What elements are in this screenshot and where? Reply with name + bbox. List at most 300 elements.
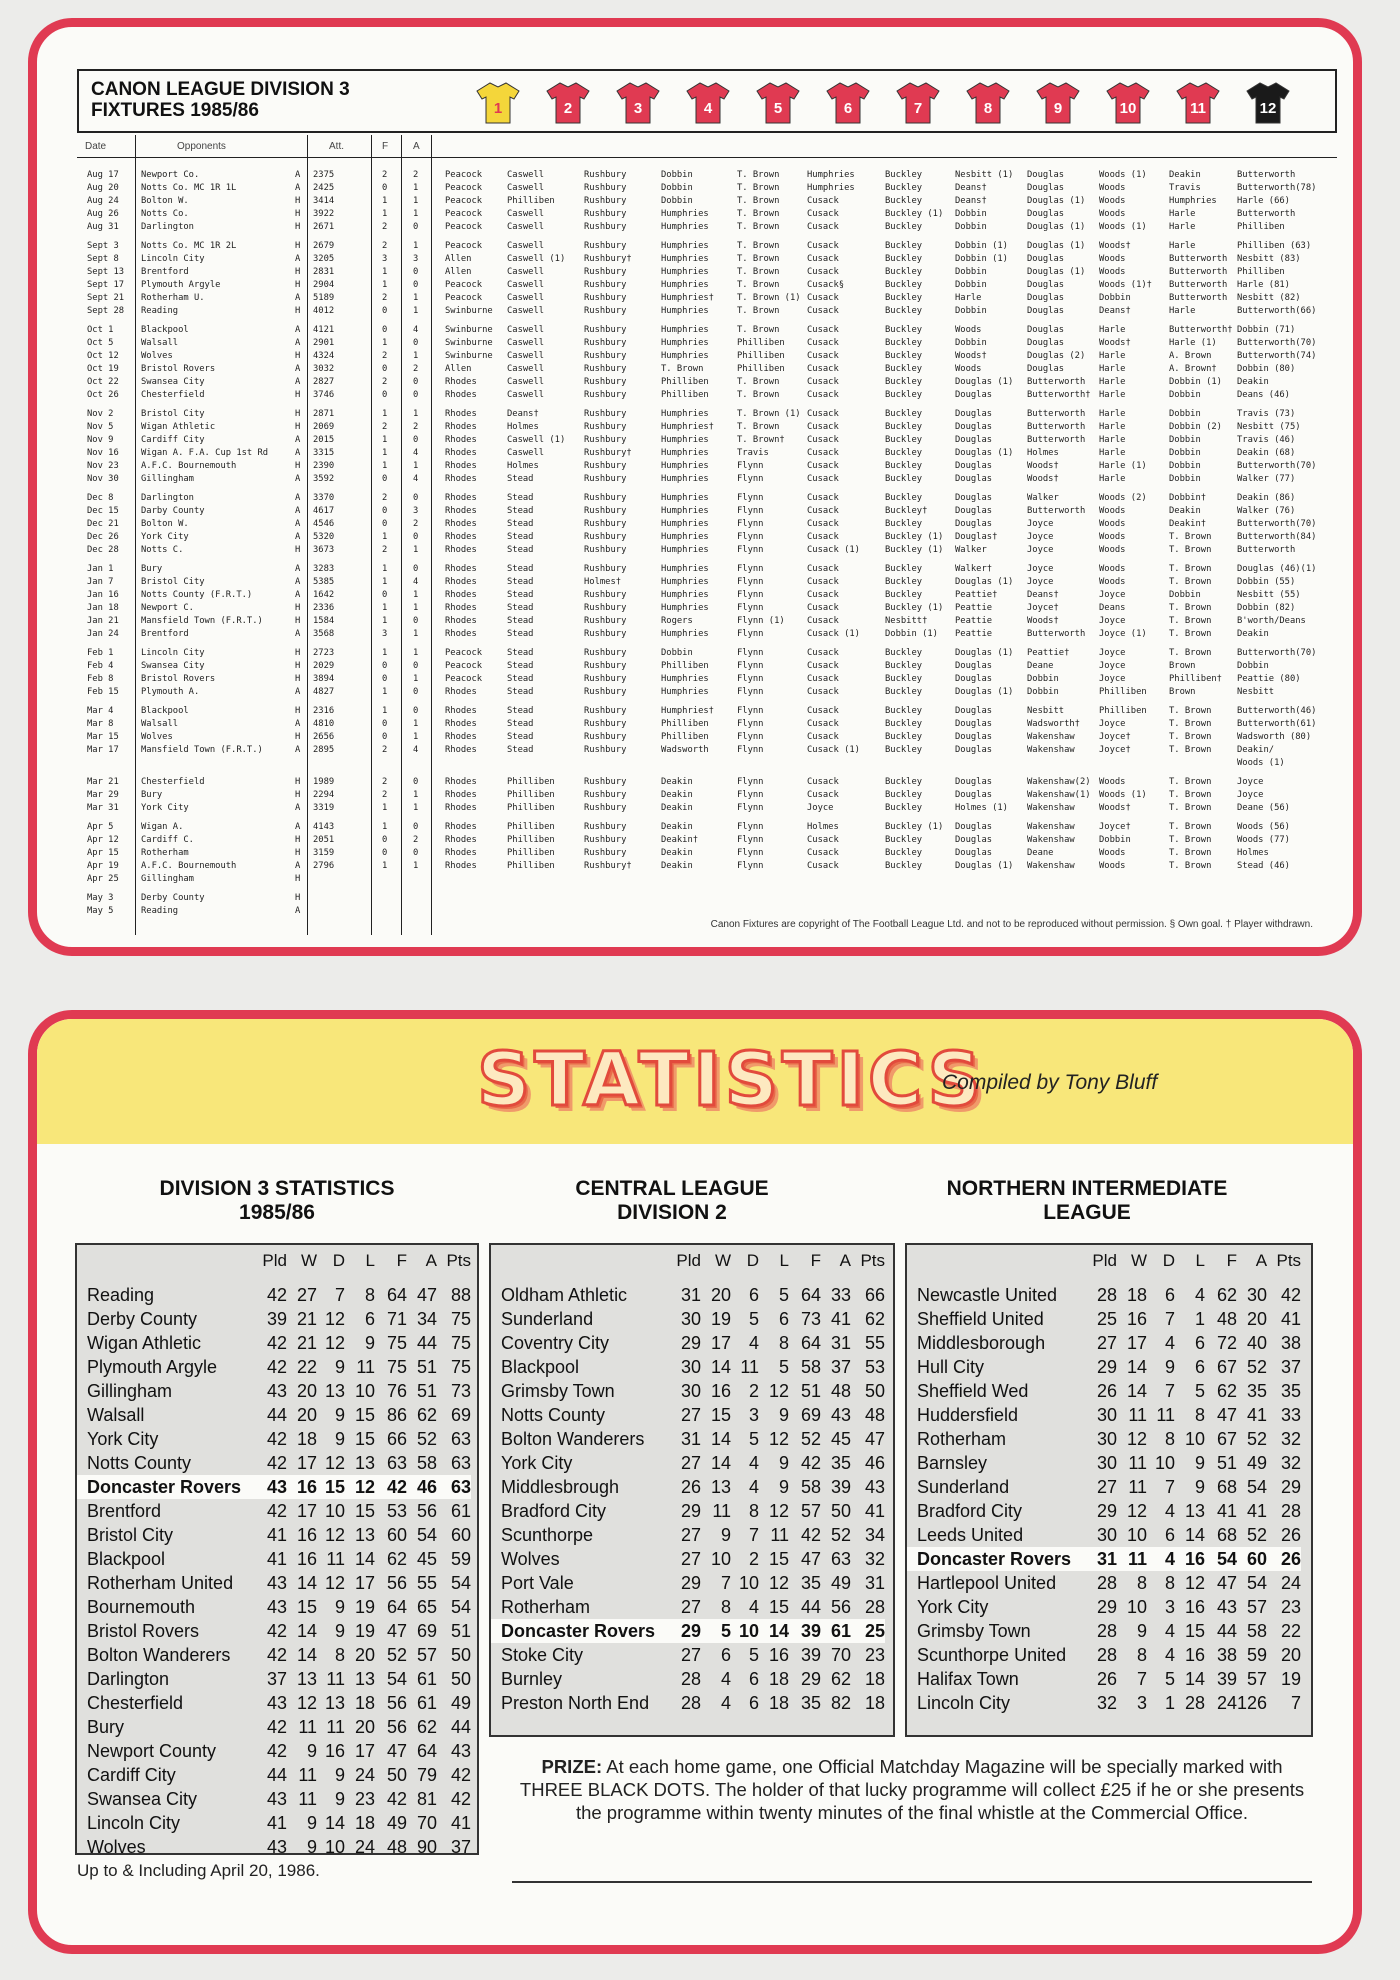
stat-value: 30 [1247, 1284, 1268, 1305]
stat-value: 61 [416, 1692, 437, 1713]
svg-text:9: 9 [1053, 100, 1063, 117]
stat-value: 43 [450, 1740, 471, 1761]
central-title [537, 1177, 807, 1225]
stat-value: 10 [1184, 1428, 1205, 1449]
stat-value: 30 [680, 1356, 701, 1377]
stat-value: 54 [1247, 1572, 1268, 1593]
fixture-att-cell: 4121 2901 4324 3032 2827 3746 [313, 325, 335, 400]
stat-value: 16 [710, 1380, 731, 1401]
stat-value: 17 [354, 1572, 375, 1593]
stat-value: 29 [680, 1500, 701, 1521]
stat-value: 55 [416, 1572, 437, 1593]
stat-value: 56 [386, 1572, 407, 1593]
stat-value: 24 [1281, 1572, 1302, 1593]
fixture-p5-cell: Flynn Flynn Flynn Flynn [737, 648, 764, 697]
stat-value: 56 [386, 1716, 407, 1737]
stat-value: 35 [1247, 1380, 1268, 1401]
stat-value: 17 [296, 1500, 317, 1521]
fixture-p6-cell: Cusack Cusack Cusack Cusack§ Cusack Cusack [807, 241, 845, 316]
stat-value: 4 [1164, 1500, 1175, 1521]
stat-value: 15 [354, 1500, 375, 1521]
col-header-l: L [1195, 1251, 1205, 1270]
fixture-date-cell: Aug 17 Aug 20 Aug 24 Aug 26 Aug 31 [87, 170, 119, 232]
team-name: Huddersfield [917, 1404, 1019, 1425]
stat-value: 11 [1117, 1547, 1147, 1571]
prize-label: PRIZE: [541, 1756, 603, 1777]
col-header-pts: Pts [1276, 1251, 1302, 1270]
stat-value: 16 [296, 1548, 317, 1569]
stat-value: 9 [334, 1620, 345, 1641]
stat-value: 42 [800, 1452, 821, 1473]
stat-value: 30 [1096, 1428, 1117, 1449]
stat-value: 30 [680, 1308, 701, 1329]
stat-value: 9 [778, 1476, 789, 1497]
stat-value: 30 [1096, 1524, 1117, 1545]
stat-value: 33 [830, 1284, 851, 1305]
fixture-a-cell: 0 1 1 4 [413, 706, 419, 755]
stat-value: 20 [354, 1716, 375, 1737]
table-row [77, 1331, 471, 1355]
fixture-p5-cell: Flynn Flynn Flynn Flynn [737, 706, 764, 755]
stat-value: 69 [800, 1404, 821, 1425]
column-divider [371, 135, 372, 935]
fixture-p9-cell: Walker Butterworth Joyce Joyce Joyce [1027, 493, 1086, 555]
stat-value: 8 [748, 1500, 759, 1521]
stat-value: 39 [800, 1644, 821, 1665]
fixture-p11-cell: T. Brown T. Brown T. Brown T. Brown [1169, 706, 1212, 755]
stat-value: 12 [324, 1308, 345, 1329]
stat-value: 23 [354, 1788, 375, 1809]
stat-value: 26 [1096, 1380, 1117, 1401]
stat-value: 10 [324, 1836, 345, 1857]
fixture-ha-cell: A A H H H [295, 170, 301, 232]
col-header-l: L [365, 1251, 375, 1270]
stat-value: 9 [364, 1332, 375, 1353]
statistics-banner [37, 1019, 1353, 1144]
fixture-p9-cell: Wakenshaw(2) Wakenshaw(1) Wakenshaw [1027, 777, 1091, 813]
fixture-p4-cell: Humphries Humphries Humphries T. Brown Philliben Philliben [661, 325, 709, 400]
stat-value: 15 [354, 1428, 375, 1449]
table-row [907, 1547, 1301, 1571]
team-name: Rotherham United [87, 1572, 234, 1593]
stat-value: 11 [1156, 1404, 1175, 1425]
stat-value: 39 [830, 1476, 851, 1497]
fixture-p1-cell: Peacock Peacock Peacock Rhodes [445, 648, 483, 697]
fixture-p3-cell: Rushbury Rushbury Rushbury Rushbury [584, 648, 627, 697]
column-divider [401, 135, 402, 935]
team-name: Bolton Wanderers [501, 1428, 645, 1449]
team-name: Doncaster Rovers [77, 1475, 253, 1499]
table-row [77, 1739, 471, 1763]
fixture-opp-cell: Chesterfield Bury York City [141, 777, 205, 813]
stat-value: 14 [1126, 1356, 1147, 1377]
stat-value: 12 [345, 1475, 375, 1499]
fixture-p6-cell: Cusack Cusack Cusack Cusack Cusack Cusack (1) [807, 564, 860, 639]
svg-text:8: 8 [983, 100, 993, 117]
stat-value: 9 [1136, 1620, 1147, 1641]
stat-value: 42 [266, 1428, 287, 1449]
team-name: Bradford City [501, 1500, 607, 1521]
stat-value: 29 [1096, 1500, 1117, 1521]
stat-value: 53 [864, 1356, 885, 1377]
team-name: Newcastle United [917, 1284, 1058, 1305]
fixture-p8-cell: Nesbitt (1) Deans† Deans† Dobbin Dobbin [955, 170, 1014, 232]
stat-value: 9 [334, 1596, 345, 1617]
stat-value: 42 [266, 1284, 287, 1305]
stat-value: 16 [768, 1644, 789, 1665]
stat-value: 5 [748, 1308, 759, 1329]
fixture-f-cell: 1 0 0 1 [382, 648, 388, 697]
fixture-p7-cell: Buckley Buckley Buckley Buckley (1) Buckley [885, 170, 944, 232]
stat-value: 64 [416, 1740, 437, 1761]
stat-value: 82 [830, 1692, 851, 1713]
shirt-2-icon [545, 79, 591, 125]
stat-value: 64 [386, 1284, 407, 1305]
fixture-p4-cell: Dobbin Philliben Humphries Humphries [661, 648, 709, 697]
fixture-p10-cell: Philliben Joyce Joyce† Joyce† [1099, 706, 1147, 755]
stat-value: 12 [324, 1524, 345, 1545]
fixture-att-cell: 4143 2051 3159 2796 [313, 822, 335, 871]
stat-value: 10 [1126, 1596, 1147, 1617]
col-header-a: A [839, 1251, 851, 1270]
f-header: F [382, 141, 389, 152]
stat-value: 61 [416, 1668, 437, 1689]
table-row [491, 1499, 885, 1523]
stat-value: 48 [1216, 1308, 1237, 1329]
table-row [907, 1643, 1301, 1667]
stat-value: 9 [1164, 1356, 1175, 1377]
stat-value: 43 [266, 1692, 287, 1713]
shirt-10-icon [1105, 79, 1151, 125]
stat-value: 23 [864, 1644, 885, 1665]
fixture-att-cell: 2871 2069 2015 3315 2390 3592 [313, 409, 335, 484]
table-row [491, 1643, 885, 1667]
stat-value: 52 [386, 1644, 407, 1665]
stat-value: 35 [800, 1692, 821, 1713]
stat-value: 42 [266, 1356, 287, 1377]
stat-value: 12 [324, 1572, 345, 1593]
division3-note: Up to & Including April 20, 1986. [77, 1861, 320, 1880]
fixture-p1-cell: Rhodes Rhodes Rhodes Rhodes Rhodes Rhodes [445, 564, 477, 639]
fixture-p11-cell: T. Brown T. Brown T. Brown [1169, 777, 1212, 813]
stat-value: 13 [710, 1476, 731, 1497]
shirt-5-icon [755, 79, 801, 125]
team-name: Barnsley [917, 1452, 988, 1473]
stat-value: 58 [1247, 1620, 1268, 1641]
team-name: Wolves [501, 1548, 560, 1569]
stat-value: 3 [1136, 1692, 1147, 1713]
fixture-p2-cell: Caswell Caswell Philliben Caswell Caswell [507, 170, 555, 232]
svg-text:2: 2 [563, 100, 573, 117]
table-row [491, 1475, 885, 1499]
stat-value: 24 [354, 1836, 375, 1857]
stat-value: 60 [450, 1524, 471, 1545]
fixture-att-cell: 3283 5385 1642 2336 1584 3568 [313, 564, 335, 639]
col-header-pld: Pld [676, 1251, 701, 1270]
stat-value: 41 [830, 1308, 851, 1329]
stat-value: 43 [830, 1404, 851, 1425]
fixture-p12-cell: Travis (73) Nesbitt (75) Travis (46) Deakin (68) Butterworth(70) Walker (77) [1237, 409, 1317, 484]
stat-value: 39 [266, 1308, 287, 1329]
stat-value: 5 [748, 1428, 759, 1449]
stat-value: 50 [864, 1380, 885, 1401]
fixture-p7-cell: Buckley Buckley Buckley Buckley [885, 648, 923, 697]
fixture-p5-cell: T. Brown Philliben Philliben Philliben T. Brown T. Brown [737, 325, 785, 400]
table-row [491, 1667, 885, 1691]
stat-value: 11 [1128, 1452, 1147, 1473]
stat-value: 9 [334, 1404, 345, 1425]
stat-value: 13 [354, 1524, 375, 1545]
stat-value: 6 [1164, 1524, 1175, 1545]
shirt-numbers-row [437, 69, 1337, 133]
table-row [907, 1403, 1301, 1427]
stat-value: 57 [800, 1500, 821, 1521]
fixture-f-cell [382, 892, 387, 918]
col-header-l: L [779, 1251, 789, 1270]
fixture-date-cell: May 3 May 5 [87, 893, 114, 916]
fixture-p2-cell: Deans† Holmes Caswell (1) Caswell Holmes Stead [507, 409, 566, 484]
stat-value: 42 [266, 1452, 287, 1473]
stat-value: 8 [720, 1596, 731, 1617]
fixture-p7-cell: Buckley Buckley Buckley Buckley Buckley Buckley [885, 241, 923, 316]
table-row [491, 1307, 885, 1331]
fixture-p11-cell: Dobbin† Deakin Deakin† T. Brown T. Brown [1169, 493, 1212, 555]
team-name: Plymouth Argyle [87, 1356, 218, 1377]
fixture-f-cell: 2 2 1 [382, 777, 388, 813]
stat-value: 14 [759, 1619, 789, 1643]
stat-value: 42 [1281, 1284, 1302, 1305]
fixture-p8-cell: Douglas Douglas Douglas Douglas (1) [955, 822, 1014, 871]
stat-value: 42 [450, 1788, 471, 1809]
table-row [907, 1307, 1301, 1331]
fixture-p12-cell: Woods (56) Woods (77) Holmes Stead (46) [1237, 822, 1290, 871]
stat-value: 35 [830, 1452, 851, 1473]
fixture-f-cell: 1 0 0 2 [382, 706, 388, 755]
copyright-note: Canon Fixtures are copyright of The Football League Ltd. and not to be reproduced without permission. § Own goal. † Player withdrawn. [710, 919, 1313, 930]
fixture-p3-cell: Rushbury Rushbury Rushbury Rushbury Rushbury [584, 493, 627, 555]
stat-value: 52 [830, 1524, 851, 1545]
fixture-a-cell: 0 2 0 1 [413, 822, 419, 871]
stat-value: 41 [1281, 1308, 1302, 1329]
team-name: Blackpool [501, 1356, 580, 1377]
fixture-opp-cell: Derby County Reading [141, 893, 205, 916]
fixture-p8-cell: Walker† Douglas (1) Peattie† Peattie Peattie Peattie [955, 564, 1014, 639]
stat-value: 62 [416, 1404, 437, 1425]
team-name: Rotherham [501, 1596, 591, 1617]
stat-value: 57 [416, 1644, 437, 1665]
team-name: Bolton Wanderers [87, 1644, 231, 1665]
shirt-7-icon [895, 79, 941, 125]
fixture-opp-cell: Bury Bristol City Notts County (F.R.T.) Newport C. Mansfield Town (F.R.T.) Brentford [141, 564, 263, 639]
stat-value: 20 [296, 1404, 317, 1425]
fixture-p9-cell [1027, 892, 1032, 905]
table-row [77, 1499, 471, 1523]
stat-value: 12 [296, 1692, 317, 1713]
stat-value: 18 [354, 1692, 375, 1713]
team-name: Burnley [501, 1668, 563, 1689]
stat-value: 12 [1126, 1500, 1147, 1521]
stat-value: 12 [1126, 1428, 1147, 1449]
fixture-opp-cell: Darlington Darby County Bolton W. York City Notts C. [141, 493, 205, 555]
stat-value: 31 [864, 1572, 885, 1593]
northern-title [922, 1177, 1252, 1225]
stat-value: 10 [354, 1380, 375, 1401]
stat-value: 7 [748, 1524, 759, 1545]
stat-value: 9 [334, 1356, 345, 1377]
stat-value: 7 [1164, 1308, 1175, 1329]
stat-value: 42 [375, 1475, 407, 1499]
fixture-ha-cell: A A H A A H [295, 325, 301, 400]
fixture-p10-cell: Woods (1) Woods Woods Woods Woods (1) [1099, 170, 1147, 232]
stat-value: 14 [710, 1428, 731, 1449]
table-row [77, 1571, 471, 1595]
stat-value: 28 [1096, 1572, 1117, 1593]
stat-value: 50 [830, 1500, 851, 1521]
stat-value: 43 [266, 1572, 287, 1593]
stat-value: 54 [416, 1524, 437, 1545]
col-header-d: D [746, 1251, 759, 1270]
stat-value: 9 [334, 1428, 345, 1449]
stat-value: 5 [1194, 1380, 1205, 1401]
stat-value: 4 [748, 1452, 759, 1473]
stat-value: 54 [450, 1572, 471, 1593]
stat-value: 47 [416, 1284, 437, 1305]
stat-value: 9 [778, 1452, 789, 1473]
fixture-att-cell: 2375 2425 3414 3922 2671 [313, 170, 335, 232]
stat-value: 70 [830, 1644, 851, 1665]
stat-value: 11 [712, 1500, 731, 1521]
stat-value: 48 [830, 1380, 851, 1401]
stat-value: 64 [800, 1332, 821, 1353]
stat-value: 13 [324, 1692, 345, 1713]
fixture-a-cell: 1 3 0 0 1 1 [413, 241, 419, 316]
division3-table [77, 1245, 471, 1859]
stat-value: 16 [1175, 1547, 1205, 1571]
fixture-p11-cell: Dobbin Dobbin (2) Dobbin Dobbin Dobbin Dobbin [1169, 409, 1222, 484]
stat-value: 26 [1267, 1547, 1301, 1571]
col-header-f: F [810, 1251, 821, 1270]
col-header-f: F [1226, 1251, 1237, 1270]
stat-value: 8 [1136, 1572, 1147, 1593]
fixture-p9-cell: Wakenshaw Wakenshaw Deane Wakenshaw [1027, 822, 1075, 871]
stat-value: 31 [680, 1284, 701, 1305]
stat-value: 60 [386, 1524, 407, 1545]
stat-value: 9 [306, 1812, 317, 1833]
stat-value: 15 [317, 1475, 345, 1499]
fixture-p8-cell: Douglas Douglas Douglas Douglas (1) Douglas Douglas [955, 409, 1014, 484]
prize-text: At each home game, one Official Matchday Magazine will be specially marked with THREE BLACK DOTS. The holder of that lucky programme will collect £25 if he or she presents the programme within twenty minutes of the final whistle at the Commercial Office. [519, 1756, 1305, 1823]
stat-value: 4 [720, 1692, 731, 1713]
stat-value: 42 [386, 1788, 407, 1809]
stat-value: 62 [416, 1716, 437, 1737]
stat-value: 17 [1126, 1332, 1147, 1353]
fixture-p8-cell: Woods Dobbin Woods† Woods Douglas (1) Douglas [955, 325, 1014, 400]
stat-value: 4 [1164, 1620, 1175, 1641]
fixture-p10-cell: Woods (2) Woods Woods Woods Woods [1099, 493, 1147, 555]
stat-value: 60 [1237, 1547, 1267, 1571]
fixture-p12-cell: Douglas (46)(1) Dobbin (55) Nesbitt (55) Dobbin (82) B'worth/Deans Deakin [1237, 564, 1317, 639]
fixture-f-cell: 0 1 2 0 2 0 [382, 325, 388, 400]
stat-value: 56 [416, 1500, 437, 1521]
svg-text:7: 7 [913, 100, 923, 117]
stat-value: 9 [1194, 1452, 1205, 1473]
team-name: Swansea City [87, 1788, 198, 1809]
fixture-p3-cell: Rushbury Rushbury Rushbury Rushbury Rushbury [584, 170, 627, 232]
fixture-opp-cell: Blackpool Walsall Wolves Mansfield Town (F.R.T.) [141, 706, 263, 755]
stat-value: 42 [266, 1620, 287, 1641]
central-title-line1: CENTRAL LEAGUE [575, 1177, 769, 1200]
fixture-date-cell: Nov 2 Nov 5 Nov 9 Nov 16 Nov 23 Nov 30 [87, 409, 119, 484]
stat-value: 14 [710, 1356, 731, 1377]
stat-value: 11 [326, 1716, 345, 1737]
svg-text:3: 3 [633, 100, 643, 117]
stat-value: 9 [306, 1836, 317, 1857]
stat-value: 9 [720, 1524, 731, 1545]
team-header [907, 1245, 1083, 1283]
stat-value: 8 [1136, 1644, 1147, 1665]
division3-title-line2: 1985/86 [239, 1201, 315, 1224]
team-name: Sunderland [501, 1308, 594, 1329]
fixture-p2-cell: Philliben Philliben Philliben Philliben [507, 822, 555, 871]
stat-value: 5 [1164, 1668, 1175, 1689]
stat-value: 42 [266, 1740, 287, 1761]
stat-value: 62 [830, 1668, 851, 1689]
team-name: Bournemouth [87, 1596, 196, 1617]
stat-value: 12 [324, 1452, 345, 1473]
stat-value: 21 [296, 1332, 317, 1353]
table-row [491, 1619, 885, 1643]
team-name: Newport County [87, 1740, 217, 1761]
stat-value: 6 [1194, 1356, 1205, 1377]
stat-value: 28 [1096, 1620, 1117, 1641]
fixture-ha-cell: A H H A H [295, 822, 301, 884]
fixture-p7-cell [885, 892, 890, 905]
stat-value: 28 [1184, 1692, 1205, 1713]
team-name: Hull City [917, 1356, 985, 1377]
stat-value: 42 [266, 1716, 287, 1737]
team-name: Bury [87, 1716, 125, 1737]
stat-value: 90 [416, 1836, 437, 1857]
fixture-att-cell: 2316 4810 2656 2895 [313, 706, 335, 755]
stat-value: 44 [416, 1332, 437, 1353]
stat-value: 63 [830, 1548, 851, 1569]
opponents-header: Opponents [177, 141, 226, 152]
statistics-title: STATISTICS [477, 1037, 985, 1123]
stat-value: 8 [778, 1332, 789, 1353]
stat-value: 11 [298, 1764, 317, 1785]
stat-value: 4 [748, 1596, 759, 1617]
fixture-p7-cell: Buckley Buckley† Buckley Buckley (1) Buckley (1) [885, 493, 944, 555]
fixture-p9-cell: Joyce Joyce Deans† Joyce† Woods† Butterworth [1027, 564, 1086, 639]
table-row [491, 1355, 885, 1379]
fixture-p6-cell: Humphries Humphries Cusack Cusack Cusack [807, 170, 855, 232]
division3-table-box [75, 1243, 479, 1855]
col-header-w: W [714, 1251, 731, 1270]
stat-value: 11 [1128, 1404, 1147, 1425]
fixture-p4-cell [661, 892, 666, 905]
fixture-p1-cell: Rhodes Rhodes Rhodes Rhodes [445, 706, 477, 755]
fixture-p4-cell: Humphries† Philliben Philliben Wadsworth [661, 706, 714, 755]
stat-value: 8 [1164, 1572, 1175, 1593]
stat-value: 41 [1216, 1500, 1237, 1521]
stat-value: 17 [296, 1452, 317, 1473]
team-name: Cardiff City [87, 1764, 176, 1785]
stat-value: 75 [450, 1332, 471, 1353]
stat-value: 12 [768, 1572, 789, 1593]
stat-value: 62 [386, 1548, 407, 1569]
fixture-f-cell: 2 3 1 1 2 0 [382, 241, 388, 316]
stat-value: 6 [364, 1308, 375, 1329]
